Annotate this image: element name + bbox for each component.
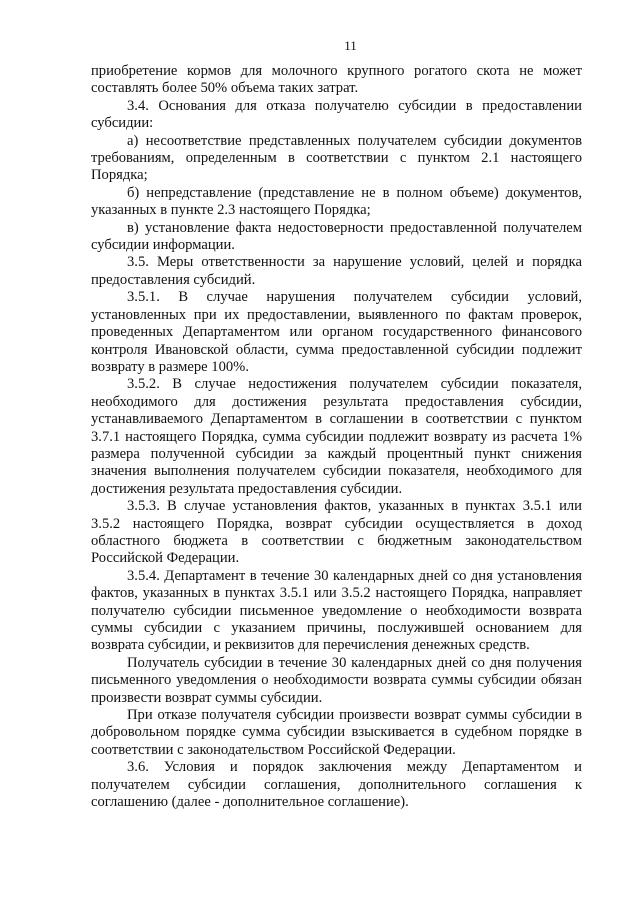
- paragraph-3-4-a: а) несоответствие представленных получателем субсидии документов требованиям, определенным в соответствии с пунктом 2.1 настоящего Порядка;: [91, 132, 582, 184]
- paragraph-3-4-v: в) установление факта недостоверности предоставленной получателем субсидии информации.: [91, 219, 582, 254]
- paragraph-3-5-3: 3.5.3. В случае установления фактов, указанных в пунктах 3.5.1 или 3.5.2 настоящего Порядка, возврат субсидии осуществляется в доход областного бюджета в соответствии с бюджетным законодательством Российской Федерации.: [91, 498, 582, 567]
- paragraph-3-4-b: б) непредставление (представление не в полном объеме) документов, указанных в пункте 2.3 настоящего Порядка;: [91, 184, 582, 219]
- paragraph-recipient-obligation: Получатель субсидии в течение 30 календарных дней со дня получения письменного уведомления о необходимости возврата суммы субсидии обязан произвести возврат суммы субсидии.: [91, 654, 582, 706]
- paragraph-refusal: При отказе получателя субсидии произвести возврат суммы субсидии в добровольном порядке сумма субсидии взыскивается в судебном порядке в соответствии с законодательством Российской Федерации.: [91, 707, 582, 758]
- paragraph-3-4: 3.4. Основания для отказа получателю субсидии в предоставлении субсидии:: [91, 97, 582, 132]
- paragraph-3-5-1: 3.5.1. В случае нарушения получателем субсидии условий, установленных при их предоставлении, выявленного по фактам проверок, проведенных Департаментом или органом государственного финансового контроля Ивановской области, сумма предоставленной субсидии подлежит возврату в размере 100%.: [91, 289, 582, 375]
- paragraph-continuation: приобретение кормов для молочного крупного рогатого скота не может составлять более 50% объема таких затрат.: [91, 63, 582, 97]
- paragraph-3-5-4: 3.5.4. Департамент в течение 30 календарных дней со дня установления фактов, указанных в пунктах 3.5.1 или 3.5.2 настоящего Порядка, направляет получателю субсидии письменное уведомление о необходимости возврата суммы субсидии с указанием причины, послужившей основанием для возврата субсидии, и реквизитов для перечисления денежных средств.: [91, 567, 582, 654]
- page-number: 11: [344, 38, 357, 53]
- paragraph-3-5: 3.5. Меры ответственности за нарушение условий, целей и порядка предоставления субсидий.: [91, 254, 582, 288]
- paragraph-3-5-2: 3.5.2. В случае недостижения получателем субсидии показателя, необходимого для достижения результата предоставления субсидии, устанавливаемого Департаментом в соглашении в соответствии с пунктом 3.7.1 настоящего Порядка, сумма субсидии подлежит возврату из расчета 1% размера полученной субсидии за каждый процентный пункт снижения значения выполнения получателем субсидии показателя, необходимого для достижения результата предоставления субсидии.: [91, 376, 582, 497]
- paragraph-3-6: 3.6. Условия и порядок заключения между Департаментом и получателем субсидии соглашения, дополнительного соглашения к соглашению (далее - дополнительное соглашение).: [91, 759, 582, 811]
